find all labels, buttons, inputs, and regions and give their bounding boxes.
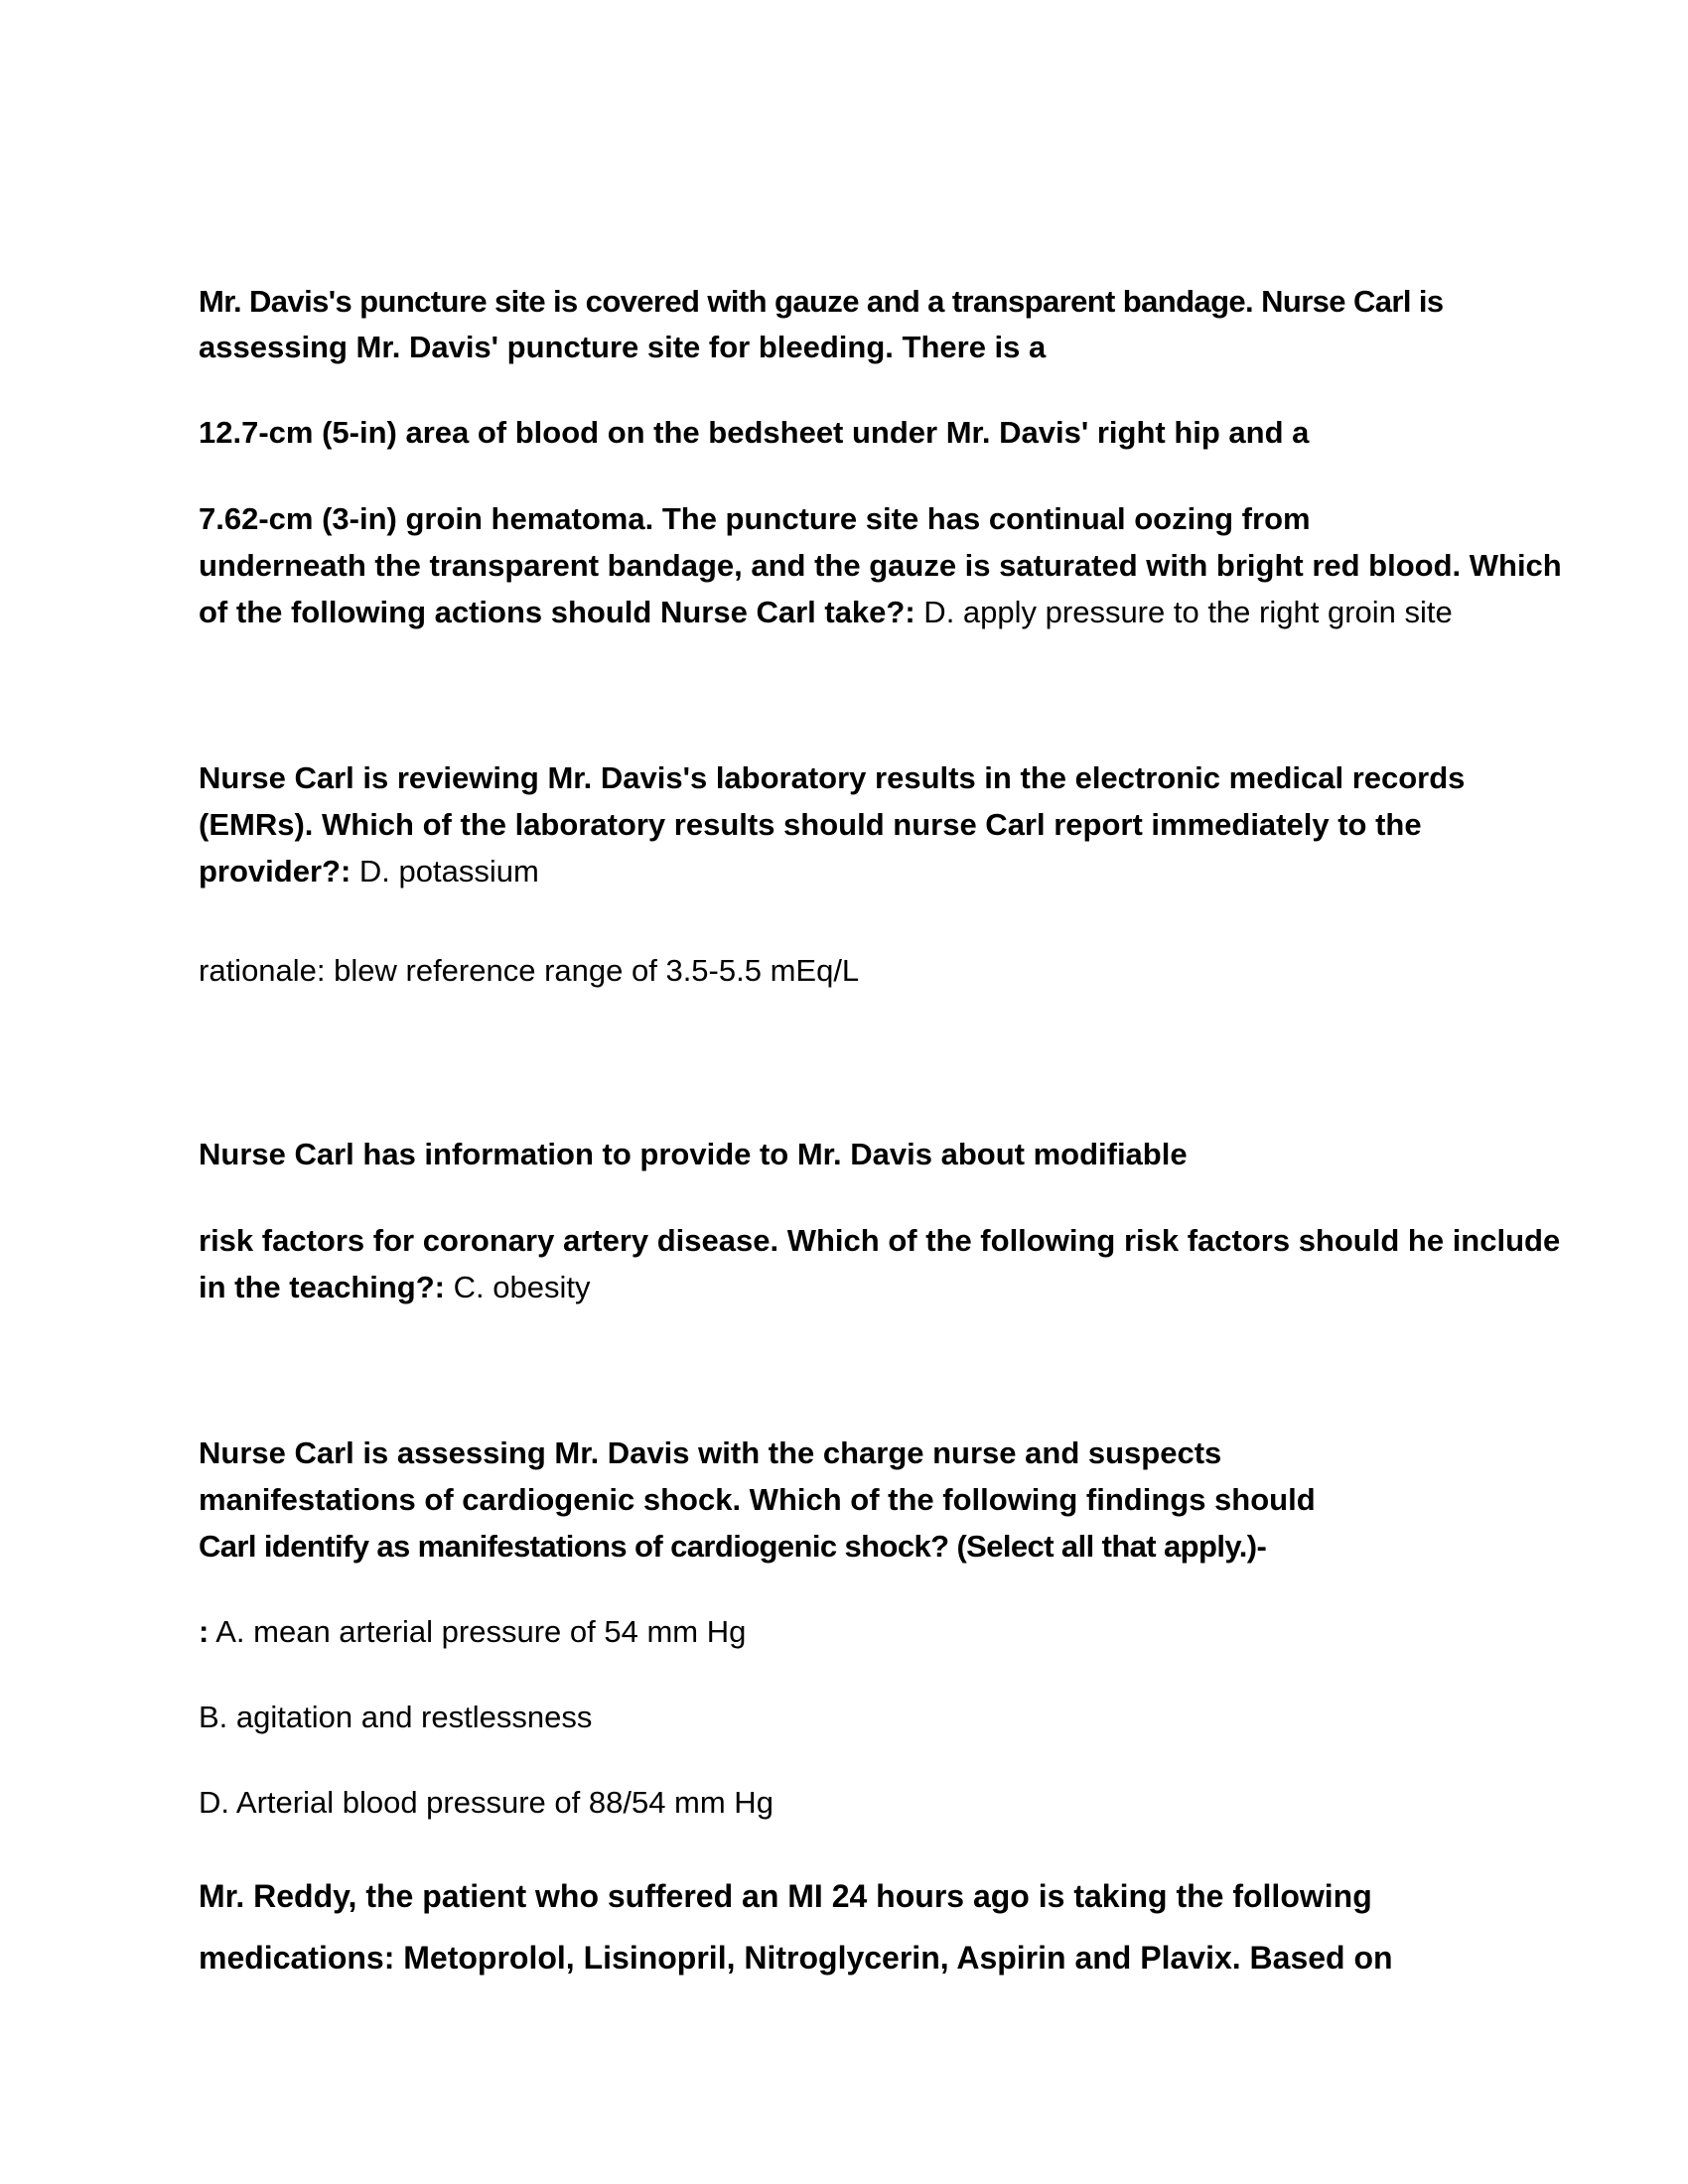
q3-line-1: Nurse Carl has information to provide to Mr. Davis about modifiable [199, 1137, 1188, 1171]
q2-rationale: rationale: blew reference range of 3.5-5.5 mEq/L [199, 953, 860, 988]
q3-answer: C. obesity [445, 1270, 591, 1304]
q4-line-2: manifestations of cardiogenic shock. Which of the following findings should [199, 1482, 1316, 1517]
q3-line-3 [199, 1265, 590, 1310]
q2-question-end: provider?: [199, 854, 352, 888]
q2-line-1: Nurse Carl is reviewing Mr. Davis's laboratory results in the electronic medical records [199, 760, 1466, 795]
q2-line-2: (EMRs). Which of the laboratory results should nurse Carl report immediately to the [199, 807, 1422, 842]
q4-answer-a [199, 1609, 746, 1655]
q5-line-1: Mr. Reddy, the patient who suffered an MI 24 hours ago is taking the following [199, 1878, 1372, 1914]
q1-line-3: 12.7-cm (5-in) area of blood on the bedsheet under Mr. Davis' right hip and a [199, 415, 1310, 450]
q4-answer-d: D. Arterial blood pressure of 88/54 mm Hg [199, 1785, 774, 1820]
q2-line-3 [199, 849, 539, 894]
q1-answer: D. apply pressure to the right groin site [914, 595, 1453, 629]
q3-question-end: in the teaching?: [199, 1270, 445, 1304]
q3-line-2: risk factors for coronary artery disease. Which of the following risk factors should he include [199, 1223, 1561, 1258]
q4-answer-prefix: : [199, 1614, 210, 1649]
q1-line-5: underneath the transparent bandage, and the gauze is saturated with bright red blood. Which [199, 548, 1562, 583]
q1-question-end: of the following actions should Nurse Carl take?: [199, 595, 915, 629]
q1-line-4: 7.62-cm (3-in) groin hematoma. The puncture site has continual oozing from [199, 501, 1311, 536]
q2-answer: D. potassium [351, 854, 539, 888]
q5-line-2: medications: Metoprolol, Lisinopril, Nitroglycerin, Aspirin and Plavix. Based on [199, 1940, 1393, 1976]
q1-line-1: Mr. Davis's puncture site is covered with gauze and a transparent bandage. Nurse Carl is [199, 284, 1444, 319]
q4-line-3: Carl identify as manifestations of cardiogenic shock? (Select all that apply.)- [199, 1529, 1267, 1564]
q1-line-2: assessing Mr. Davis' puncture site for bleeding. There is a [199, 330, 1047, 364]
q4-line-1: Nurse Carl is assessing Mr. Davis with the charge nurse and suspects [199, 1435, 1222, 1470]
q4-answer-b: B. agitation and restlessness [199, 1700, 593, 1734]
q1-line-6 [199, 590, 1453, 635]
q4-answer-a-text: A. mean arterial pressure of 54 mm Hg [209, 1614, 747, 1649]
